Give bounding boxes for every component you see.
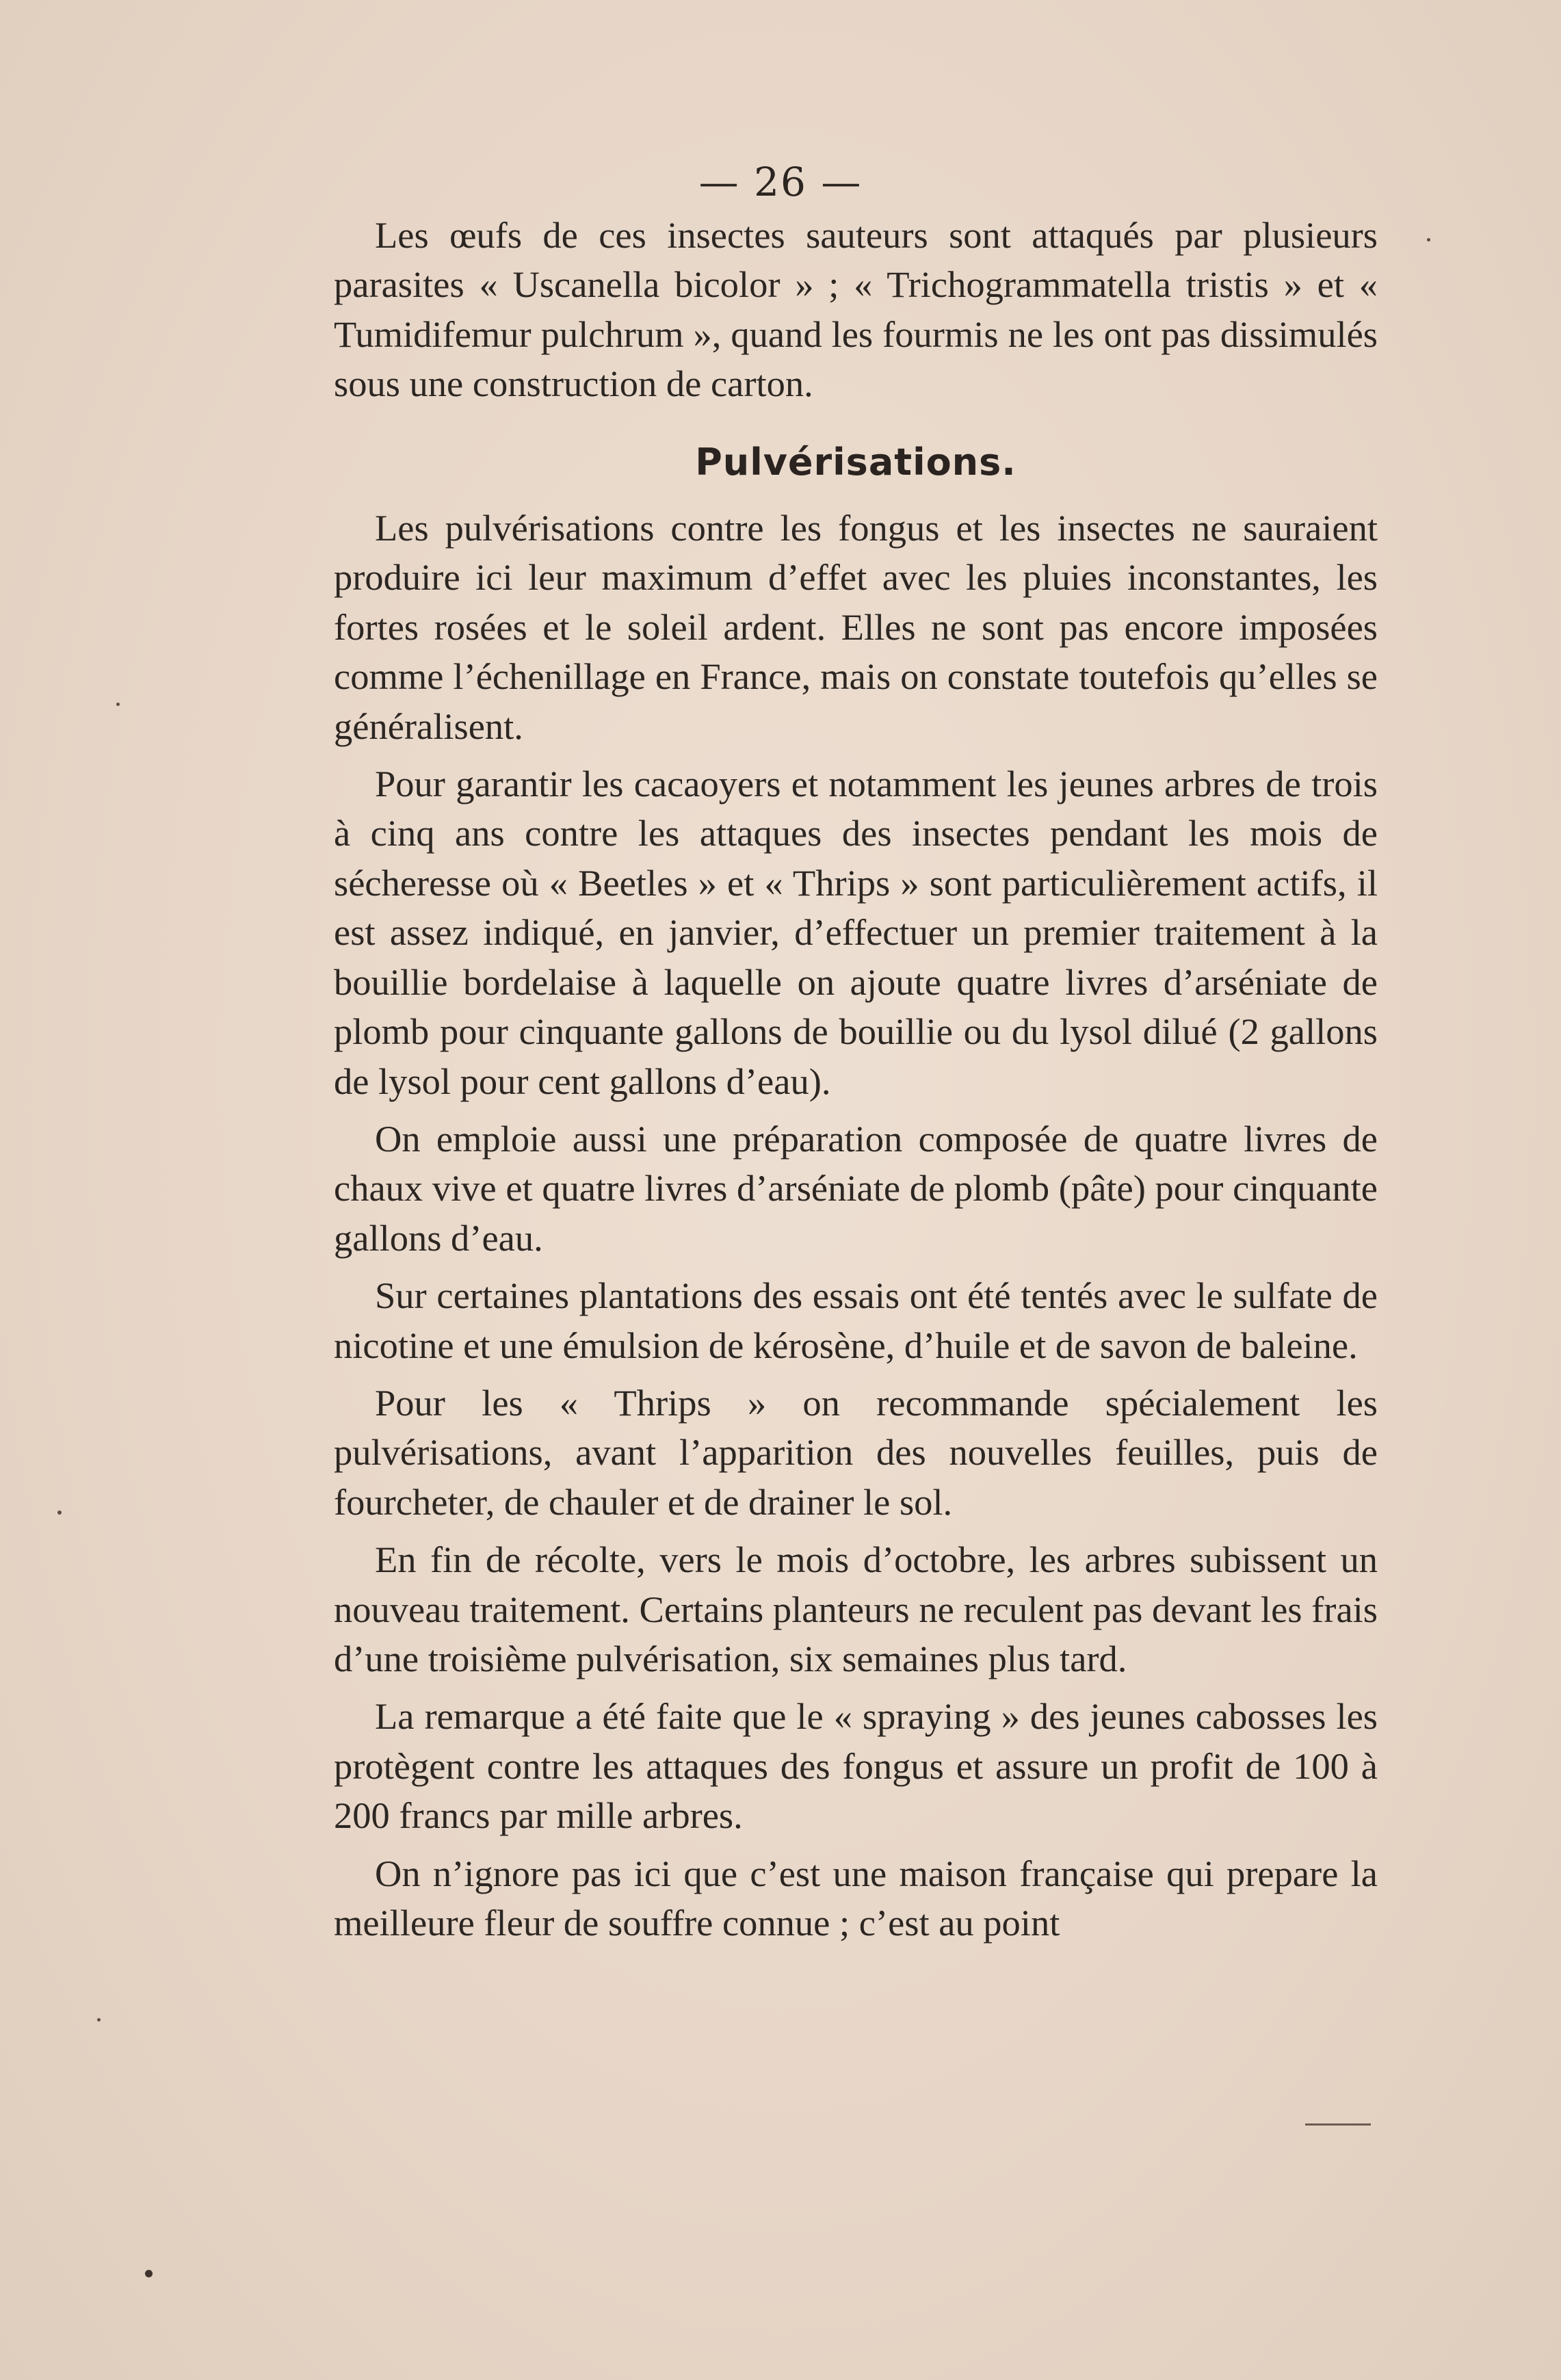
body-paragraph: Pour les « Thrips » on recommande spécialement les pulvérisations, avant l’apparition des nouvelles feuilles, puis de fourcheter, de chauler et de drainer le sol.: [334, 1381, 1378, 1523]
print-speck: [1427, 238, 1430, 241]
print-speck: [116, 703, 120, 706]
body-paragraph: On n’ignore pas ici que c’est une maison française qui prepare la meilleure fleur de souffre connue ; c’est au point: [334, 1852, 1378, 1944]
body-paragraph: On emploie aussi une préparation composée de quatre livres de chaux vive et quatre livres d’arséniate de plomb (pâte) pour cinquante gallons d’eau.: [334, 1117, 1378, 1259]
print-speck: [145, 2270, 153, 2277]
page-number: — 26 —: [698, 159, 863, 205]
body-paragraph: Les pulvérisations contre les fongus et les insectes ne sauraient produire ici leur maximum d’effet avec les pluies inconstantes, les fortes rosées et le soleil ardent. Elles ne sont pas encore imposées comme l’échenillage en France, mais on constate toutefois qu’elles se généralisent.: [334, 507, 1378, 747]
body-paragraph: La remarque a été faite que le « spraying » des jeunes cabosses les protègent contre les attaques des fongus et assure un profit de 100 à 200 francs par mille arbres.: [334, 1695, 1378, 1837]
body-paragraph: Pour garantir les cacaoyers et notamment les jeunes arbres de trois à cinq ans contre les attaques des insectes pendant les mois de sécheresse où « Beetles » et « Thrips » sont particulièrement actifs, il est assez indiqué, en janvier, d’effectuer un premier traitement à la bouillie bordelaise à laquelle on ajoute quatre livres d’arséniate de plomb pour cinquante gallons de bouillie ou du lysol dilué (2 gallons de lysol pour cent gallons d’eau).: [334, 763, 1378, 1102]
page-body: [334, 211, 1378, 1948]
catchword-rule: [1305, 2123, 1371, 2126]
body-paragraph: En fin de récolte, vers le mois d’octobre, les arbres subissent un nouveau traitement. Certains planteurs ne reculent pas devant les frais d’une troisième pulvérisation, six semaines plus tard.: [334, 1539, 1378, 1679]
print-speck: [57, 1511, 62, 1515]
section-heading: Pulvérisations.: [695, 440, 1016, 484]
print-speck: [97, 2018, 101, 2022]
intro-paragraph: Les œufs de ces insectes sauteurs sont attaqués par plusieurs parasites « Uscanella bicolor » ; « Trichogrammatella tristis » et « Tumidifemur pulchrum », quand les fourmis ne les ont pas dissimulés sous une construction de carton.: [334, 214, 1378, 405]
body-paragraph: Sur certaines plantations des essais ont été tentés avec le sulfate de nicotine et une émulsion de kérosène, d’huile et de savon de baleine.: [334, 1274, 1378, 1366]
